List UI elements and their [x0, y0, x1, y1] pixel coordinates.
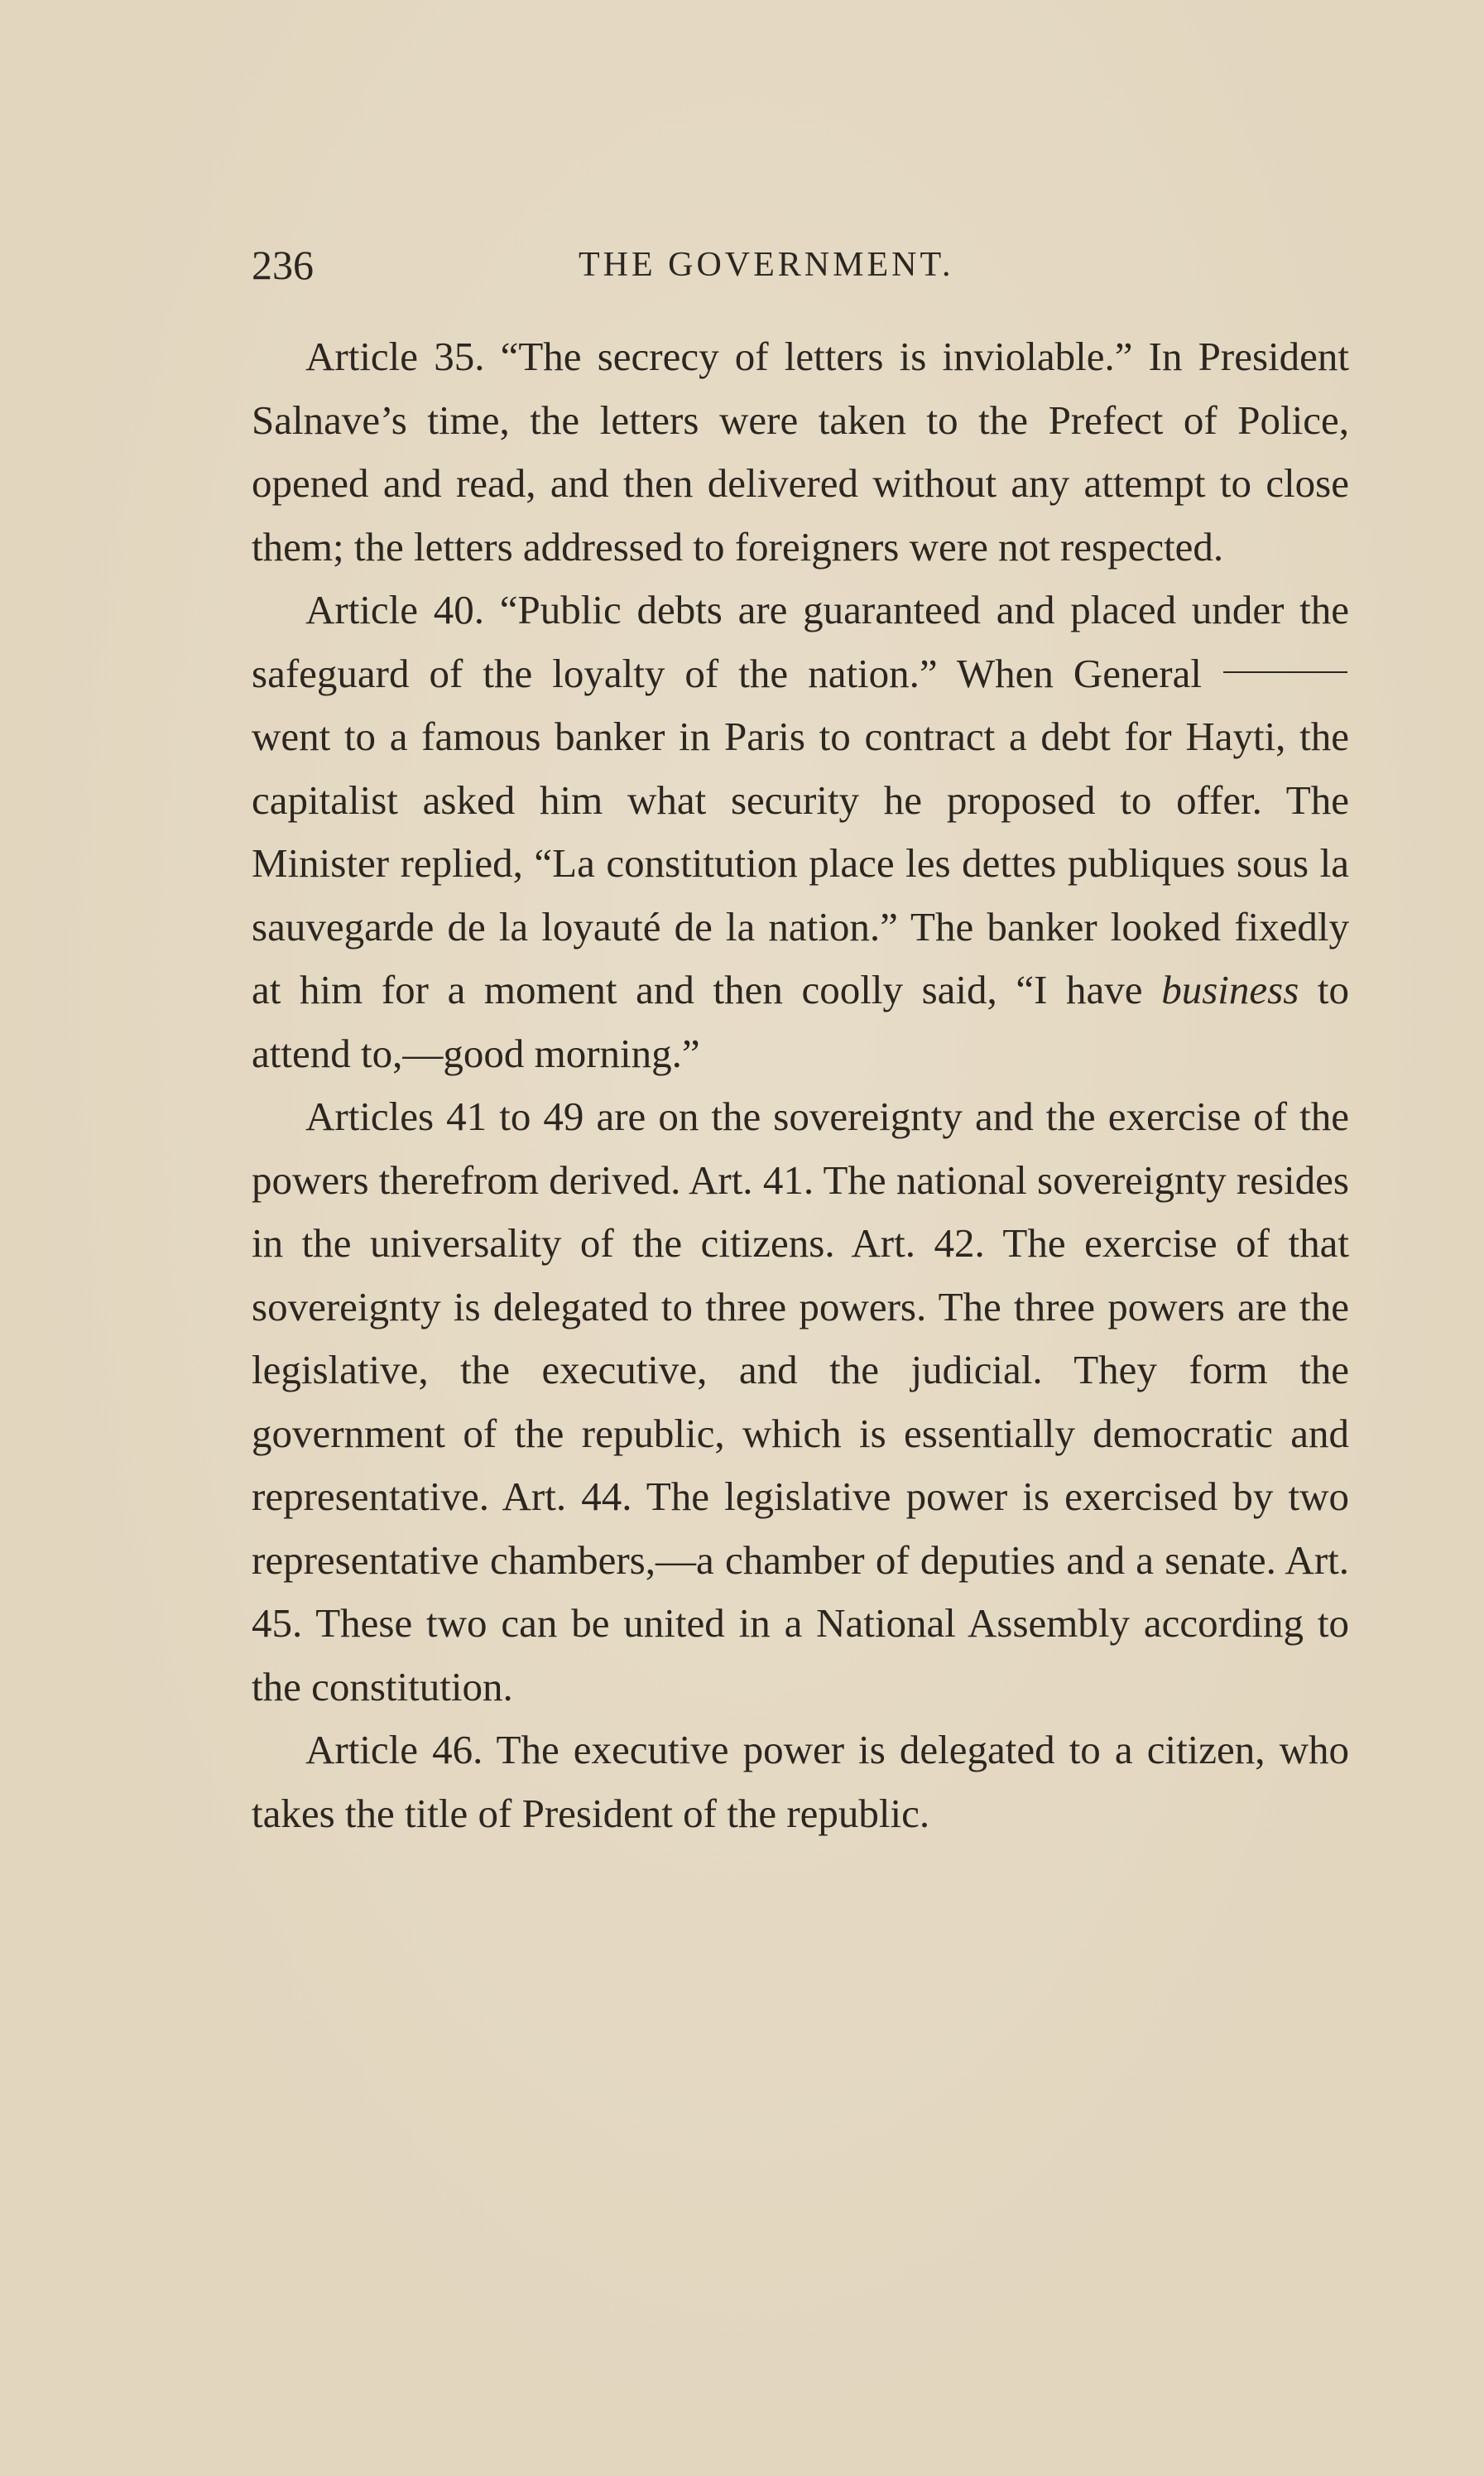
page-number: 236 — [252, 242, 314, 288]
running-head — [252, 236, 1349, 294]
running-title: THE GOVERNMENT. — [579, 246, 954, 284]
paragraph-articles-41-49: Articles 41 to 49 are on the sovereignty and the exercise of the powers therefrom derived. Art. 41. The national sovereignty resides in the universality of the citizens. Art. 42. The exercise of that sovereignty is delegated to three powers. The three powers are the legislative, the executive, and the judicial. They form the government of the republic, which is essentially democratic and representative. Art. 44. The legislative power is exercised by two representative chambers,—a chamber of deputies and a senate. Art. 45. These two can be united in a National Assembly according to the constitution. — [252, 1094, 1349, 1709]
paragraph-article-40-ending: to attend to,—good morning.” — [252, 967, 1350, 1076]
paragraph-article-40 — [252, 579, 1349, 1085]
name-omitted-dash — [1223, 671, 1347, 673]
body-text — [252, 325, 1349, 1845]
paragraph-article-40-middle: went to a famous banker in Paris to contract a debt for Hayti, the capitalist asked him what security he proposed to offer. The Minister replied, “La constitution place les dettes publiques sous la sauvegarde de la loyauté de la nation.” The banker looked fixedly at him for a moment and then coolly said, “I have — [252, 714, 1349, 1012]
paragraph-article-46: Article 46. The executive power is delegated to a citizen, who takes the title of President of the republic. — [252, 1727, 1349, 1836]
paragraph-article-40-opening: Article 40. “Public debts are guaranteed and placed under the safeguard of the loyalty of the nation.” When General — [252, 587, 1349, 696]
italic-word: business — [1161, 967, 1299, 1012]
paragraph-article-35: Article 35. “The secrecy of letters is inviolable.” In President Salnave’s time, the letters were taken to the Prefect of Police, opened and read, and then delivered without any attempt to close them; the letters addressed to foreigners were not respected. — [252, 334, 1349, 570]
